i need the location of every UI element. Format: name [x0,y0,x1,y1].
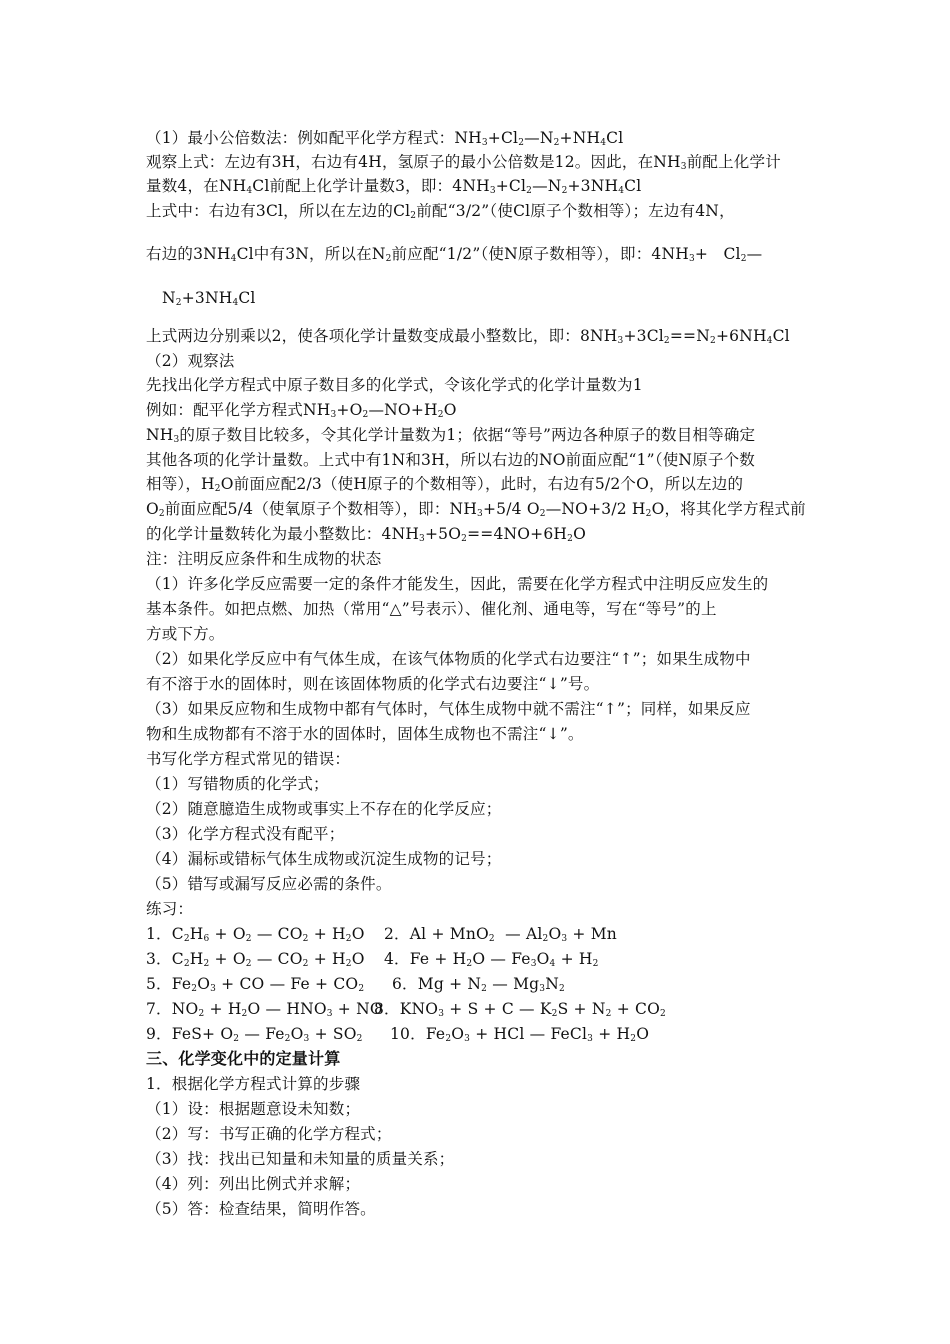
exercise-item: 6．$Mg + N_2$ — $Mg_3N_2$ [392,975,565,994]
text-line: （2）随意臆造生成物或事实上不存在的化学反应； [146,800,502,818]
text-line: （2）写：书写正确的化学方程式； [146,1125,392,1143]
text-line: （2）观察法 [146,352,235,370]
text-line: 方或下方。 [146,625,225,643]
text-line: 上式两边分别乘以2，使各项化学计量数变成最小整数比，即：$8NH_3+3Cl_2==N_2+6NH_4Cl$ [146,327,790,346]
text-line: 上式中：右边有3Cl，所以在左边的$Cl_2$前配“3/2”（使Cl原子个数相等）；左边有4N， [146,202,735,221]
exercise-item: 3．$C_2H_2 + O_2$ — $CO_2 + H_2O$ [146,950,365,969]
exercise-item: 4．$Fe + H_2O$ — $Fe_3O_4 + H_2$ [384,950,599,969]
exercise-item: 5．$Fe_2O_3$ + CO — $Fe + CO_2$ [146,975,365,994]
text-line: 相等），$H_2O$前面应配2/3（使H原子的个数相等），此时，右边有5/2个O，所以左边的 [146,475,744,494]
text-line: 的化学计量数转化为最小整数比：$4NH_3+5O_2==4NO+6H_2O$ [146,525,587,544]
text-line: （5）答：检查结果，简明作答。 [146,1200,376,1218]
text-line: （1）最小公倍数法：例如配平化学方程式：$NH_3+Cl_2—N_2+NH_4Cl$ [146,129,624,148]
text-line: （5）错写或漏写反应必需的条件。 [146,875,392,893]
text-line: $O_2$前面应配5/4（使氧原子个数相等），即：$NH_3+5/4$ $O_2—NO+3/2$ $H_2O$，将其化学方程式前 [146,500,806,519]
text-line: （3）如果反应物和生成物中都有气体时，气体生成物中就不需注“↑”；同样，如果反应 [146,700,751,718]
exercise-item: 8．$KNO_3 + S + C$ — $K_2S + N_2 + CO_2$ [374,1000,666,1019]
exercise-item: 10．$Fe_2O_3$ + HCl — FeCl$_3$ + $H_2O$ [390,1025,650,1044]
text-line: 基本条件。如把点燃、加热（常用“△”号表示）、催化剂、通电等，写在“等号”的上 [146,600,717,618]
text-line: （2）如果化学反应中有气体生成，在该气体物质的化学式右边要注“↑”；如果生成物中 [146,650,751,668]
text-line: （1）设：根据题意设未知数； [146,1100,361,1118]
text-line: （1）许多化学反应需要一定的条件才能发生，因此，需要在化学方程式中注明反应发生的 [146,575,769,593]
text-line: 右边的$3NH_4Cl$中有3N，所以在$N_2$前应配“1/2”（使N原子数相等），即：$4NH_3+$ $Cl_2—$ [146,245,763,264]
text-line: 有不溶于水的固体时，则在该固体物质的化学式右边要注“↓”号。 [146,675,600,693]
text-line: 先找出化学方程式中原子数目多的化学式，令该化学式的化学计量数为1 [146,376,643,394]
text-line: $NH_3$的原子数目比较多，令其化学计量数为1；依据“等号”两边各种原子的数目相等确定 [146,426,756,445]
text-line: 1．根据化学方程式计算的步骤 [146,1075,361,1093]
exercise-item: 1．$C_2H_6 + O_2$ — $CO_2 + H_2O$ [146,925,365,944]
text-line: 例如：配平化学方程式$NH_3+O_2—NO+H_2O$ [146,401,457,420]
exercise-item: 2．Al + MnO$_2$ — $Al_2O_3 + Mn$ [384,925,617,944]
section-heading: 三、化学变化中的定量计算 [146,1049,341,1068]
text-line: 其他各项的化学计量数。上式中有1N和3H，所以右边的NO前面应配“1”（使N原子个数 [146,451,755,469]
exercise-item: 9．$FeS+ O_2$ — $Fe_2O_3 + SO_2$ [146,1025,363,1044]
text-line: 书写化学方程式常见的错误： [146,750,351,768]
text-line: 注：注明反应条件和生成物的状态 [146,550,382,568]
text-line: （4）漏标或错标气体生成物或沉淀生成物的记号； [146,850,502,868]
text-line: （3）找：找出已知量和未知量的质量关系； [146,1150,455,1168]
text-line: $N_2+3NH_4Cl$ [162,289,256,308]
text-line: （1）写错物质的化学式； [146,775,329,793]
text-line: 物和生成物都有不溶于水的固体时，固体生成物也不需注“↓”。 [146,725,584,743]
text-line: 练习： [146,900,194,918]
text-line: 量数4，在$NH_4Cl$前配上化学计量数3，即：$4NH_3+Cl_2—N_2+3NH_4Cl$ [146,177,642,196]
text-line: （3）化学方程式没有配平； [146,825,345,843]
text-line: 观察上式：左边有3H，右边有4H，氢原子的最小公倍数是12。因此，在$NH_3$前配上化学计 [146,153,781,172]
exercise-item: 7．$NO_2 + H_2O$ — $HNO_3$ + NO [146,1000,383,1019]
text-line: （4）列：列出比例式并求解； [146,1175,361,1193]
